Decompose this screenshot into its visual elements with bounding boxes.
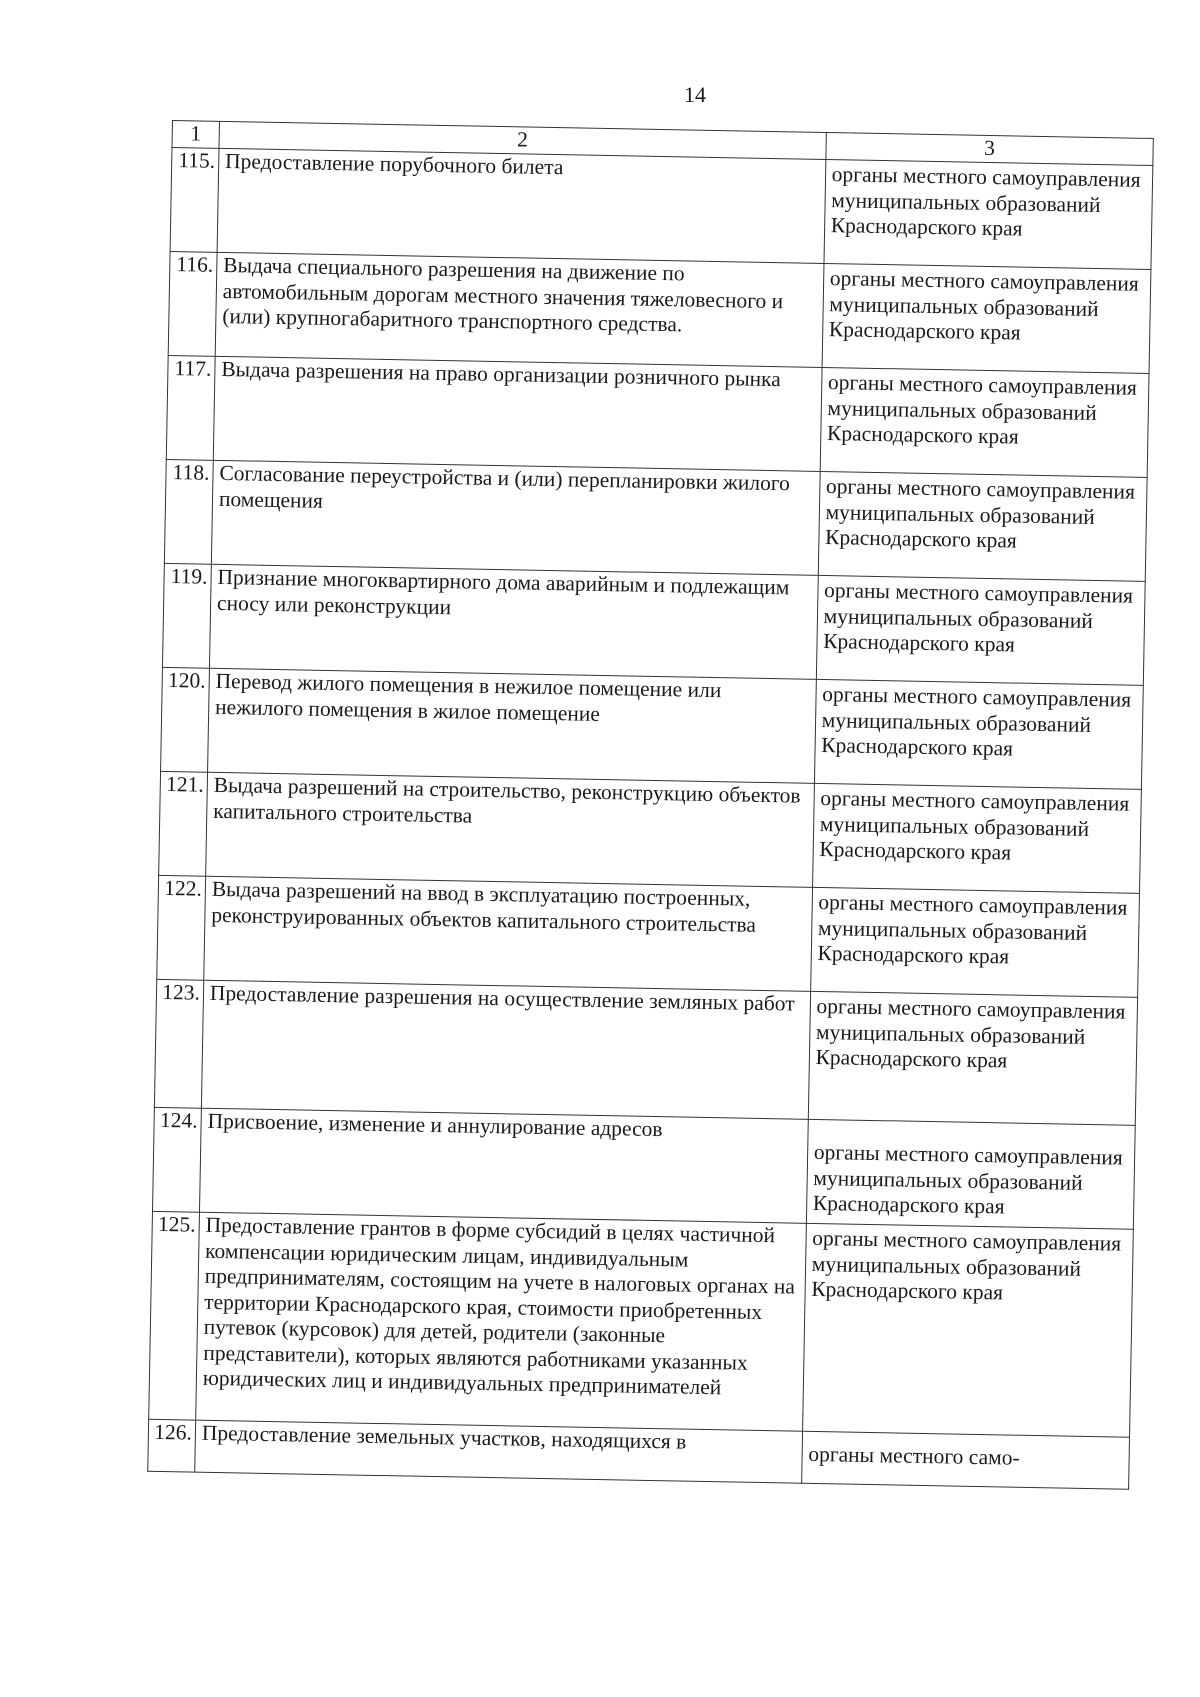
responsible-body: органы местного самоуправления муниципальных образований Краснодарского края — [808, 991, 1138, 1125]
service-name: Согласование переустройства и (или) перепланировки жилого помещения — [211, 460, 820, 575]
header-col-1: 1 — [172, 121, 219, 149]
responsible-body: органы местного самоуправления муниципальных образований Краснодарского края — [812, 783, 1141, 893]
row-number: 120. — [161, 667, 210, 772]
services-table-wrapper — [147, 120, 1154, 1490]
row-number: 115. — [170, 148, 219, 253]
service-name: Предоставление грантов в форме субсидий в целях частичной компенсации юридическим лицам, индивидуальным предпринимателям, состоящим на учете в налоговых органах на территории Краснодарского края, стоимости приобретенных путевок (курсовок) для детей, родители (законные представители), которых являются работниками указанных юридических лиц и индивидуальных предпринимателей — [196, 1212, 806, 1431]
row-number: 117. — [166, 355, 215, 460]
responsible-body: органы местного самоуправления муниципальных образований Краснодарского края — [822, 263, 1151, 373]
responsible-body: органы местного само- — [801, 1431, 1129, 1489]
row-number: 121. — [159, 771, 208, 876]
service-name: Предоставление разрешения на осуществление земляных работ — [201, 980, 810, 1119]
responsible-body: органы местного самоуправления муниципальных образований Краснодарского края — [818, 471, 1147, 581]
table-row — [154, 979, 1137, 1125]
header-col-2: 2 — [219, 121, 826, 159]
header-col-3: 3 — [826, 132, 1154, 165]
row-number: 126. — [148, 1419, 196, 1472]
table-row — [162, 563, 1145, 685]
table-row — [170, 148, 1153, 270]
responsible-body: органы местного самоуправления муниципальных образований Краснодарского края — [820, 367, 1149, 477]
row-number: 125. — [149, 1211, 200, 1420]
service-name: Выдача специального разрешения на движение по автомобильным дорогам местного значения тяжеловесного и (или) крупногабаритного транспортного средства. — [215, 252, 824, 367]
responsible-body: органы местного самоуправления муниципальных образований Краснодарского края — [802, 1223, 1133, 1437]
service-name: Присвоение, изменение и аннулирование адресов — [199, 1108, 808, 1223]
responsible-body: органы местного самоуправления муниципальных образований Краснодарского края — [824, 159, 1153, 269]
responsible-body: органы местного самоуправления муниципальных образований Краснодарского края — [816, 575, 1145, 685]
row-number: 124. — [152, 1107, 201, 1212]
service-name: Предоставление земельных участков, находящихся в — [195, 1420, 803, 1483]
responsible-body: органы местного самоуправления муниципальных образований Краснодарского края — [814, 679, 1143, 789]
table-row — [161, 667, 1144, 789]
row-number: 122. — [157, 875, 206, 980]
service-name: Предоставление порубочного билета — [217, 148, 826, 263]
responsible-body: органы местного самоуправления муниципальных образований Краснодарского края — [810, 887, 1139, 997]
service-name: Выдача разрешений на строительство, реконструкцию объектов капитального строительства — [206, 772, 815, 887]
table-row — [166, 355, 1149, 477]
service-name: Перевод жилого помещения в нежилое помещение или нежилого помещения в жилое помещение — [207, 668, 816, 783]
responsible-body: органы местного самоуправления муниципальных образований Краснодарского края — [806, 1119, 1135, 1229]
row-number: 118. — [164, 459, 213, 564]
row-number: 123. — [154, 979, 203, 1108]
row-number: 116. — [168, 251, 217, 356]
table-row — [168, 251, 1151, 373]
row-number: 119. — [162, 563, 211, 668]
services-table — [147, 120, 1154, 1490]
service-name: Признание многоквартирного дома аварийным и подлежащим сносу или реконструкции — [209, 564, 818, 679]
table-row — [164, 459, 1147, 581]
page-number: 14 — [684, 82, 706, 107]
service-name: Выдача разрешения на право организации розничного рынка — [213, 356, 822, 471]
service-name: Выдача разрешений на ввод в эксплуатацию построенных, реконструированных объектов капитального строительства — [204, 876, 813, 991]
table-row — [152, 1107, 1135, 1229]
table-row — [159, 771, 1142, 893]
table-row — [149, 1211, 1134, 1437]
table-row — [157, 875, 1140, 997]
